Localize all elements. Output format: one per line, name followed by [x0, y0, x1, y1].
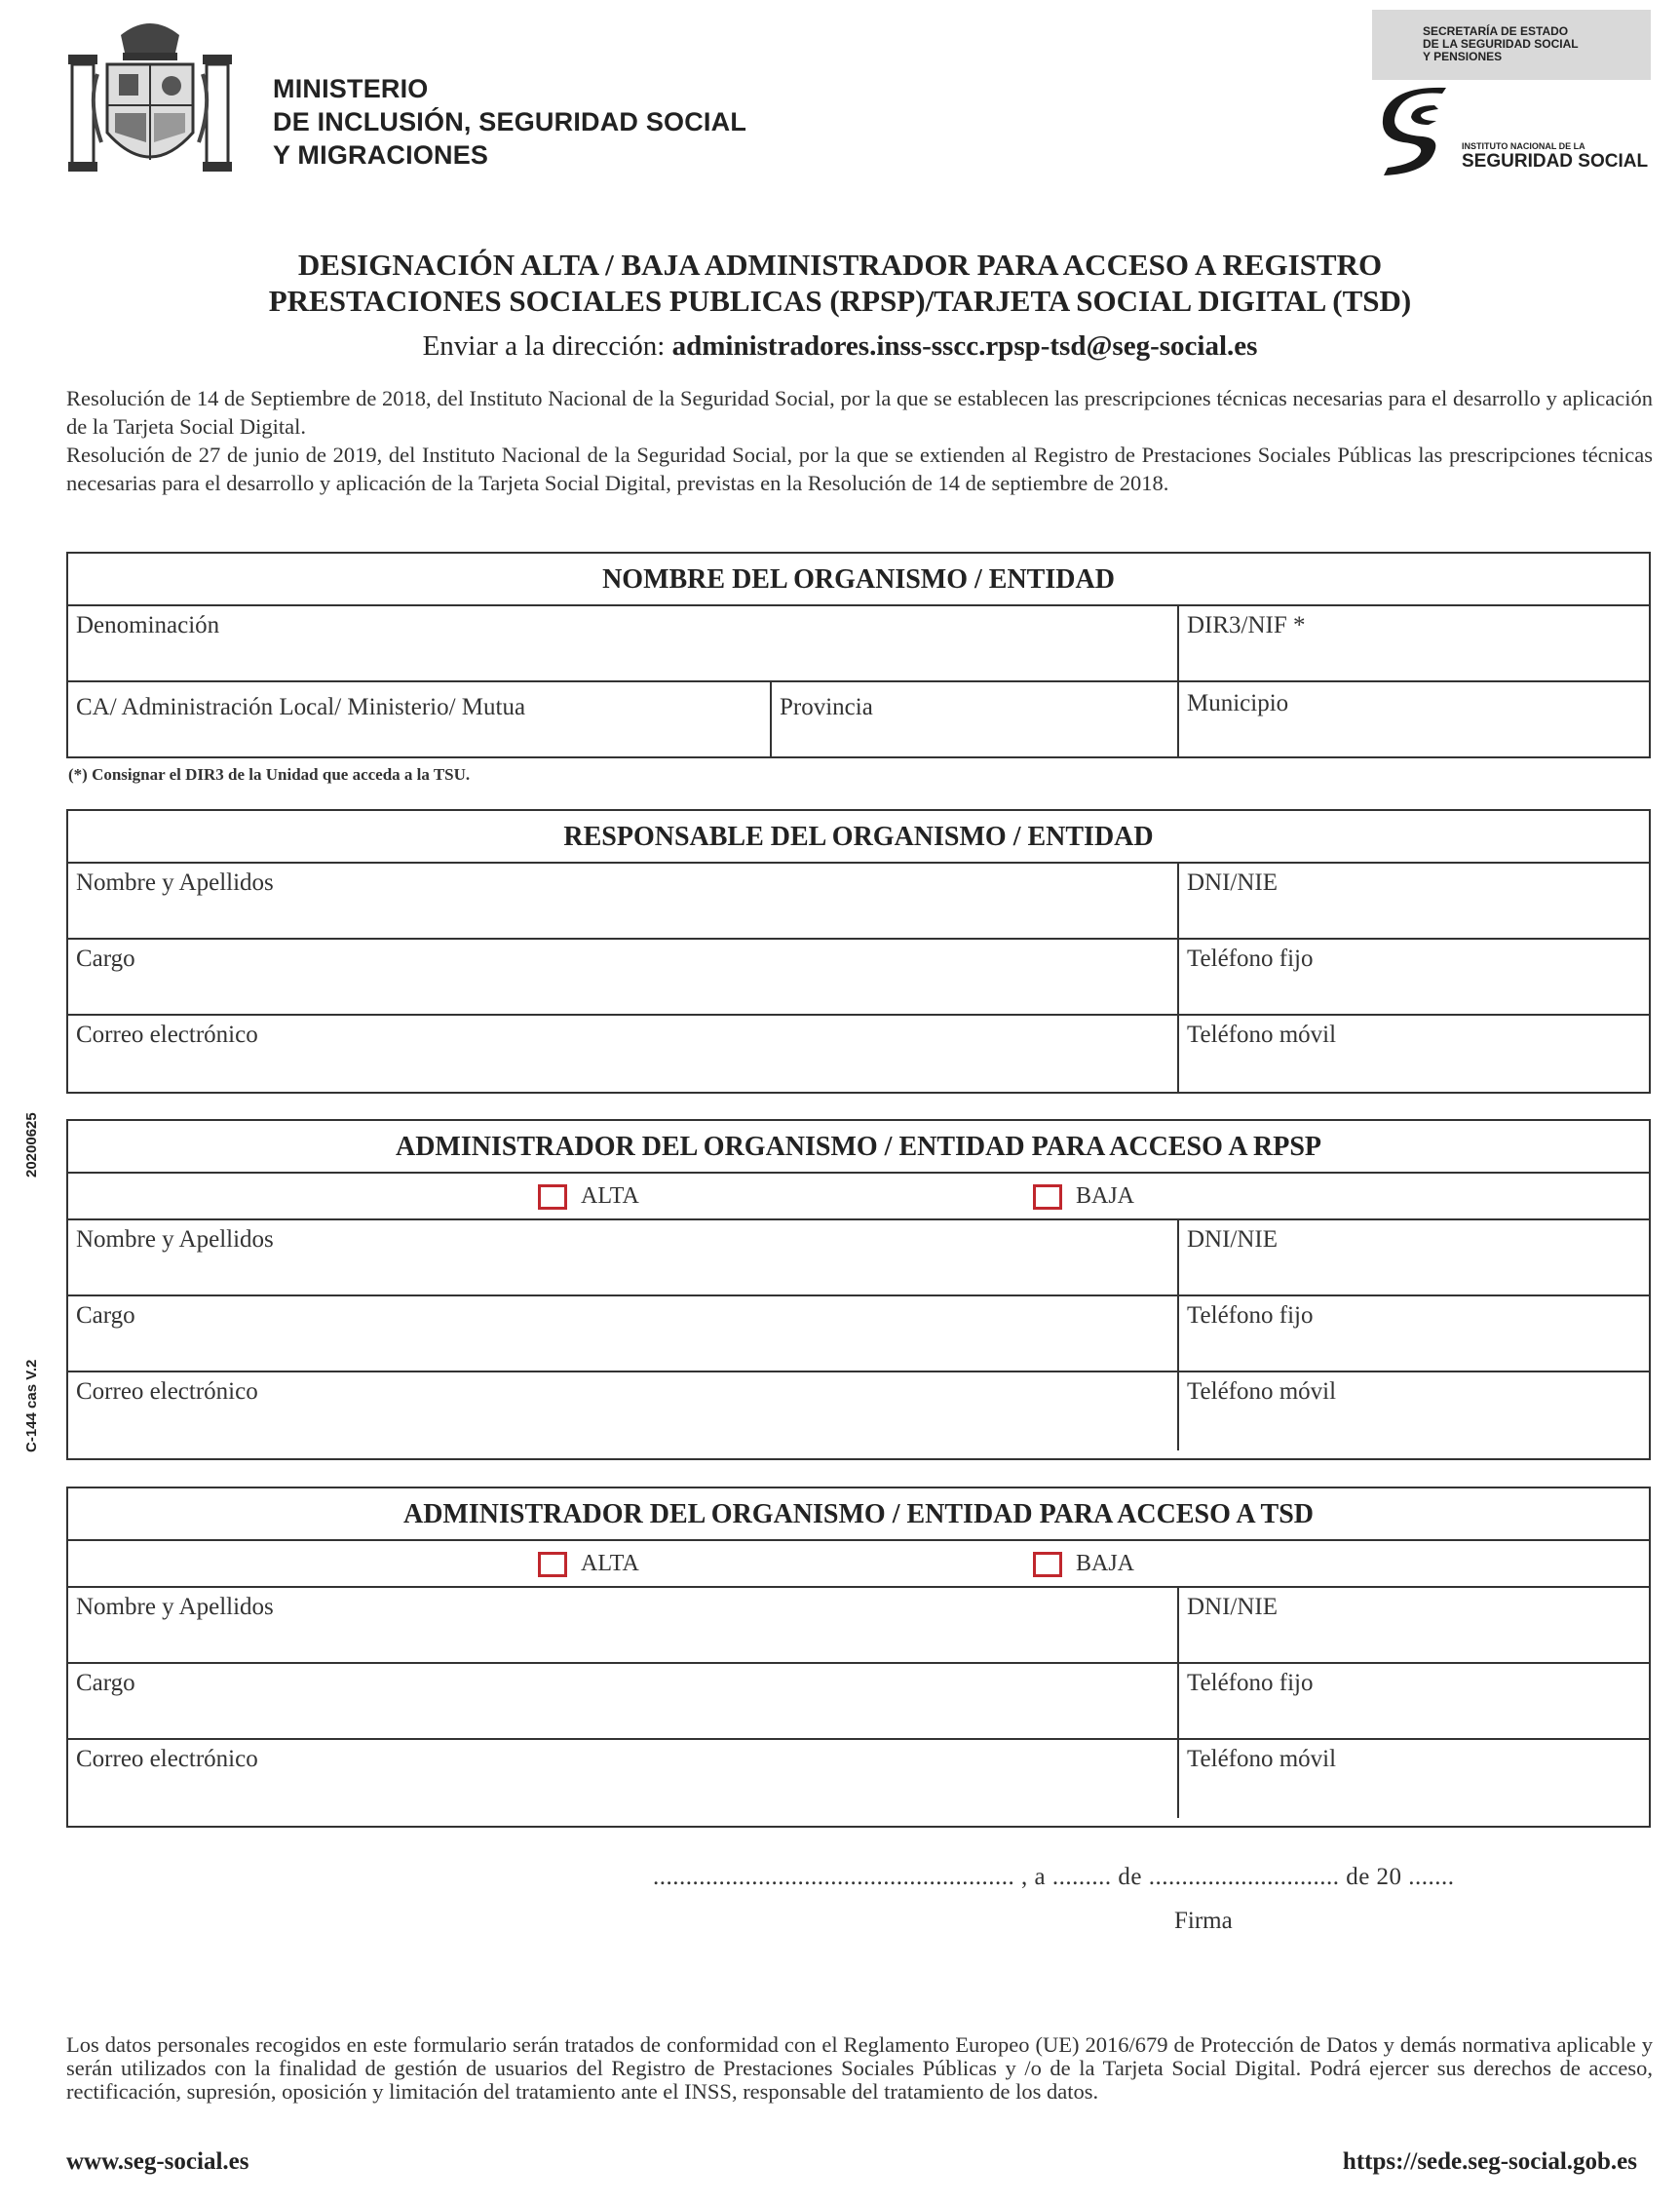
- form-title-line-2: PRESTACIONES SOCIALES PUBLICAS (RPSP)/TARJETA SOCIAL DIGITAL (TSD): [268, 284, 1412, 318]
- tsd-correo-field[interactable]: [68, 1740, 1179, 1818]
- rpsp-telefono-fijo-field[interactable]: [1179, 1296, 1649, 1371]
- admin-tsd-heading: ADMINISTRADOR DEL ORGANISMO / ENTIDAD PARA ACCESO A TSD: [68, 1488, 1649, 1541]
- admin-rpsp-row: [68, 1372, 1649, 1450]
- secretaria-line: Y PENSIONES: [1423, 50, 1503, 63]
- coat-of-arms-icon: [68, 16, 232, 177]
- alta-label: ALTA: [581, 1183, 639, 1209]
- ministry-line: DE INCLUSIÓN, SEGURIDAD SOCIAL: [273, 107, 747, 136]
- alta-label: ALTA: [581, 1551, 639, 1576]
- admin-rpsp-table: [66, 1119, 1651, 1460]
- dni-label: DNI/NIE: [1187, 1226, 1279, 1253]
- nombre-label: Nombre y Apellidos: [76, 869, 274, 896]
- ministry-line: MINISTERIO: [273, 74, 429, 103]
- telefono-fijo-label: Teléfono fijo: [1187, 1302, 1314, 1329]
- signature-date-line[interactable]: ....................................................... , a ......... de ............................. de 20 .......: [653, 1864, 1455, 1890]
- checkbox-box[interactable]: [1033, 1184, 1062, 1210]
- admin-rpsp-row: [68, 1296, 1649, 1372]
- tsd-baja-checkbox[interactable]: [1033, 1551, 1134, 1577]
- inss-subtitle: INSTITUTO NACIONAL DE LA: [1462, 141, 1585, 151]
- telefono-fijo-label: Teléfono fijo: [1187, 946, 1314, 972]
- checkbox-box[interactable]: [538, 1552, 567, 1577]
- ministry-name: [273, 72, 746, 172]
- responsable-nombre-field[interactable]: [68, 864, 1179, 938]
- provincia-field[interactable]: [772, 682, 1179, 756]
- cargo-label: Cargo: [76, 946, 135, 972]
- tsd-nombre-field[interactable]: [68, 1588, 1179, 1662]
- admin-rpsp-heading: ADMINISTRADOR DEL ORGANISMO / ENTIDAD PARA ACCESO A RPSP: [68, 1121, 1649, 1174]
- privacy-notice: Los datos personales recogidos en este formulario serán tratados de conformidad con el Reglamento Europeo (UE) 2016/679 de Protección de Datos y demás normativa aplicable y serán utilizados con la finalidad de gestión de usuarios del Registro de Prestaciones Sociales Públicas y /o de la Tarjeta Social Digital. Podrá ejercer sus derechos de acceso, rectificación, supresión, oposición y limitación del tratamiento ante el INSS, responsable del tratamiento de los datos.: [66, 2032, 1653, 2104]
- responsable-row: [68, 1016, 1649, 1094]
- admin-tsd-row: [68, 1588, 1649, 1664]
- organismo-row: [68, 606, 1649, 682]
- organismo-row: [68, 682, 1649, 756]
- baja-label: BAJA: [1076, 1551, 1135, 1576]
- telefono-movil-label: Teléfono móvil: [1187, 1378, 1337, 1405]
- provincia-label: Provincia: [780, 694, 873, 720]
- responsable-dni-field[interactable]: [1179, 864, 1649, 938]
- telefono-movil-label: Teléfono móvil: [1187, 1746, 1337, 1772]
- cargo-label: Cargo: [76, 1302, 135, 1329]
- rpsp-cargo-field[interactable]: [68, 1296, 1179, 1371]
- resolution-paragraph: Resolución de 27 de junio de 2019, del Instituto Nacional de la Seguridad Social, por la que se extienden al Registro de Prestaciones Sociales Públicas las prescripciones técnicas necesarias para el desarrollo y aplicación de la Tarjeta Social Digital, previstas en la Resolución de 14 de septiembre de 2018.: [66, 443, 1653, 495]
- nombre-label: Nombre y Apellidos: [76, 1594, 274, 1620]
- tsd-cargo-field[interactable]: [68, 1664, 1179, 1738]
- ca-field[interactable]: [68, 682, 772, 756]
- checkbox-box[interactable]: [538, 1184, 567, 1210]
- ministry-line: Y MIGRACIONES: [273, 140, 489, 170]
- rpsp-alta-checkbox[interactable]: [538, 1183, 639, 1210]
- denominacion-field[interactable]: [68, 606, 1179, 680]
- telefono-movil-label: Teléfono móvil: [1187, 1022, 1337, 1048]
- form-version-code: C-144 cas V.2: [23, 1359, 40, 1452]
- cargo-label: Cargo: [76, 1670, 135, 1696]
- rpsp-telefono-movil-field[interactable]: [1179, 1372, 1649, 1450]
- correo-label: Correo electrónico: [76, 1022, 258, 1048]
- admin-tsd-row: [68, 1740, 1649, 1818]
- secretaria-box: [1372, 10, 1651, 80]
- secretaria-line: SECRETARÍA DE ESTADO: [1423, 24, 1569, 38]
- responsable-cargo-field[interactable]: [68, 940, 1179, 1014]
- responsable-heading: RESPONSABLE DEL ORGANISMO / ENTIDAD: [68, 811, 1649, 864]
- tsd-telefono-fijo-field[interactable]: [1179, 1664, 1649, 1738]
- responsable-telefono-movil-field[interactable]: [1179, 1016, 1649, 1094]
- admin-rpsp-checkbox-row: [68, 1174, 1649, 1220]
- responsable-row: [68, 864, 1649, 940]
- send-email-link[interactable]: administradores.inss-sscc.rpsp-tsd@seg-social.es: [671, 330, 1258, 362]
- baja-label: BAJA: [1076, 1183, 1135, 1209]
- denominacion-label: Denominación: [76, 612, 220, 638]
- rpsp-nombre-field[interactable]: [68, 1220, 1179, 1294]
- checkbox-box[interactable]: [1033, 1552, 1062, 1577]
- send-address: [0, 330, 1680, 363]
- tsd-dni-field[interactable]: [1179, 1588, 1649, 1662]
- responsable-telefono-fijo-field[interactable]: [1179, 940, 1649, 1014]
- inss-title: SEGURIDAD SOCIAL: [1462, 151, 1649, 172]
- ca-label: CA/ Administración Local/ Ministerio/ Mutua: [76, 694, 526, 720]
- resolution-paragraph: Resolución de 14 de Septiembre de 2018, del Instituto Nacional de la Seguridad Social, por la que se establecen las prescripciones técnicas necesarias para el desarrollo y aplicación de la Tarjeta Social Digital.: [66, 386, 1653, 439]
- organismo-heading: NOMBRE DEL ORGANISMO / ENTIDAD: [68, 554, 1649, 606]
- tsd-telefono-movil-field[interactable]: [1179, 1740, 1649, 1818]
- inss-logo-icon: [1374, 86, 1452, 183]
- admin-tsd-checkbox-row: [68, 1541, 1649, 1588]
- resolutions-text: [66, 384, 1653, 497]
- rpsp-baja-checkbox[interactable]: [1033, 1183, 1134, 1210]
- send-label: Enviar a la dirección:: [422, 330, 672, 362]
- organismo-table: [66, 552, 1651, 758]
- dir3-field[interactable]: [1179, 606, 1649, 680]
- nombre-label: Nombre y Apellidos: [76, 1226, 274, 1253]
- secretaria-text: [1423, 25, 1579, 63]
- correo-label: Correo electrónico: [76, 1378, 258, 1405]
- municipio-label: Municipio: [1187, 690, 1289, 716]
- admin-rpsp-row: [68, 1220, 1649, 1296]
- responsable-row: [68, 940, 1649, 1016]
- form-title-line-1: DESIGNACIÓN ALTA / BAJA ADMINISTRADOR PARA ACCESO A REGISTRO: [297, 248, 1383, 282]
- responsable-correo-field[interactable]: [68, 1016, 1179, 1094]
- dni-label: DNI/NIE: [1187, 869, 1279, 896]
- firma-label: Firma: [1174, 1908, 1233, 1934]
- sede-link[interactable]: https://sede.seg-social.gob.es: [1342, 2148, 1637, 2175]
- telefono-fijo-label: Teléfono fijo: [1187, 1670, 1314, 1696]
- dir3-footnote: (*) Consignar el DIR3 de la Unidad que acceda a la TSU.: [68, 765, 471, 784]
- correo-label: Correo electrónico: [76, 1746, 258, 1772]
- admin-tsd-row: [68, 1664, 1649, 1740]
- municipio-field[interactable]: [1179, 682, 1649, 756]
- dni-label: DNI/NIE: [1187, 1594, 1279, 1620]
- tsd-alta-checkbox[interactable]: [538, 1551, 639, 1577]
- secretaria-line: DE LA SEGURIDAD SOCIAL: [1423, 37, 1579, 51]
- rpsp-dni-field[interactable]: [1179, 1220, 1649, 1294]
- admin-tsd-table: [66, 1487, 1651, 1828]
- rpsp-correo-field[interactable]: [68, 1372, 1179, 1450]
- dir3-label: DIR3/NIF *: [1187, 612, 1306, 638]
- responsable-table: [66, 809, 1651, 1094]
- form-date-code: 20200625: [23, 1112, 40, 1178]
- seg-social-link[interactable]: www.seg-social.es: [66, 2148, 249, 2175]
